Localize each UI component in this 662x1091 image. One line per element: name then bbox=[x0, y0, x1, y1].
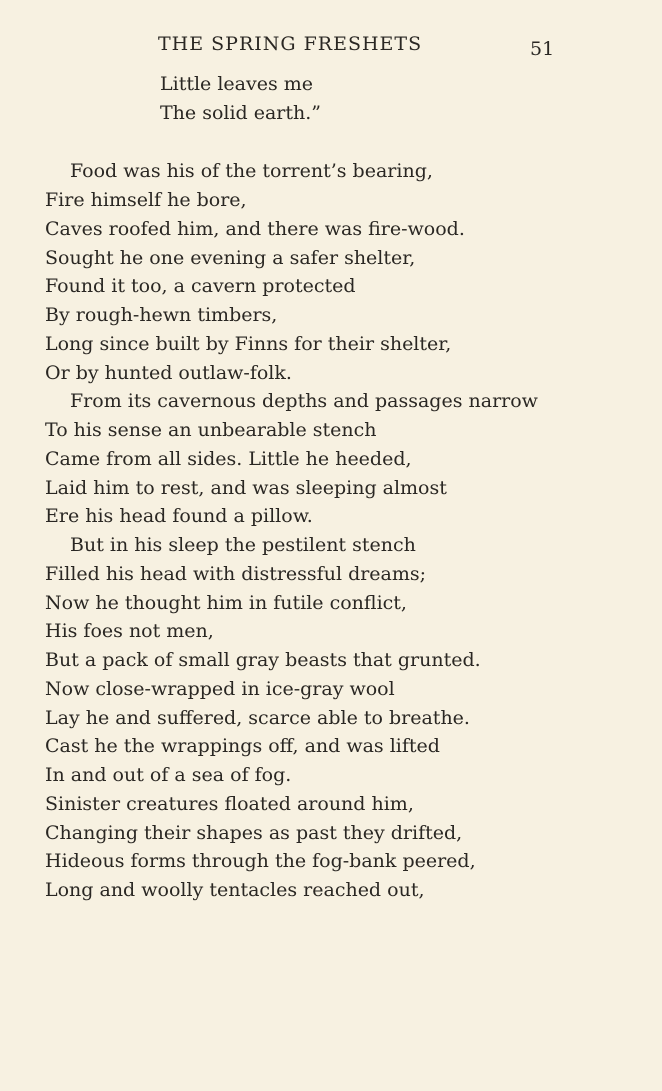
poem-line: Caves roofed him, and there was fire-wood. bbox=[45, 218, 465, 240]
poem-line: Came from all sides. Little he heeded, bbox=[45, 448, 412, 470]
page-number: 51 bbox=[530, 38, 555, 60]
poem-line: To his sense an unbearable stench bbox=[45, 419, 377, 441]
poem-line: Hideous forms through the fog-bank peered, bbox=[45, 850, 476, 872]
poem-line: Found it too, a cavern protected bbox=[45, 275, 356, 297]
poem-line: Or by hunted outlaw-folk. bbox=[45, 362, 292, 384]
poem-line: Long since built by Finns for their shelter, bbox=[45, 333, 452, 355]
running-head: THE SPRING FRESHETS bbox=[158, 33, 423, 55]
poem-line: Laid him to rest, and was sleeping almost bbox=[45, 477, 447, 499]
poem-line: Ere his head found a pillow. bbox=[45, 505, 313, 527]
poem-line: Now he thought him in futile conflict, bbox=[45, 592, 407, 614]
poem-line: In and out of a sea of fog. bbox=[45, 764, 292, 786]
poem-line: Sought he one evening a safer shelter, bbox=[45, 247, 416, 269]
poem-line: Long and woolly tentacles reached out, bbox=[45, 879, 425, 901]
poem-line: Food was his of the torrent’s bearing, bbox=[70, 160, 433, 182]
poem-line: His foes not men, bbox=[45, 620, 214, 642]
poem-line: Changing their shapes as past they drifted, bbox=[45, 822, 463, 844]
poem-line: Now close-wrapped in ice-gray wool bbox=[45, 678, 395, 700]
poem-line: But a pack of small gray beasts that grunted. bbox=[45, 649, 481, 671]
poem-line: But in his sleep the pestilent stench bbox=[70, 534, 416, 556]
poem-line: The solid earth.” bbox=[160, 102, 322, 124]
poem-line: By rough-hewn timbers, bbox=[45, 304, 278, 326]
poem-line: Sinister creatures floated around him, bbox=[45, 793, 414, 815]
poem-line: Fire himself he bore, bbox=[45, 189, 247, 211]
poem-line: Little leaves me bbox=[160, 73, 314, 95]
poem-line: Filled his head with distressful dreams; bbox=[45, 563, 427, 585]
poem-line: From its cavernous depths and passages narrow bbox=[70, 390, 538, 412]
poem-line: Lay he and suffered, scarce able to breathe. bbox=[45, 707, 470, 729]
poem-line: Cast he the wrappings off, and was lifted bbox=[45, 735, 440, 757]
